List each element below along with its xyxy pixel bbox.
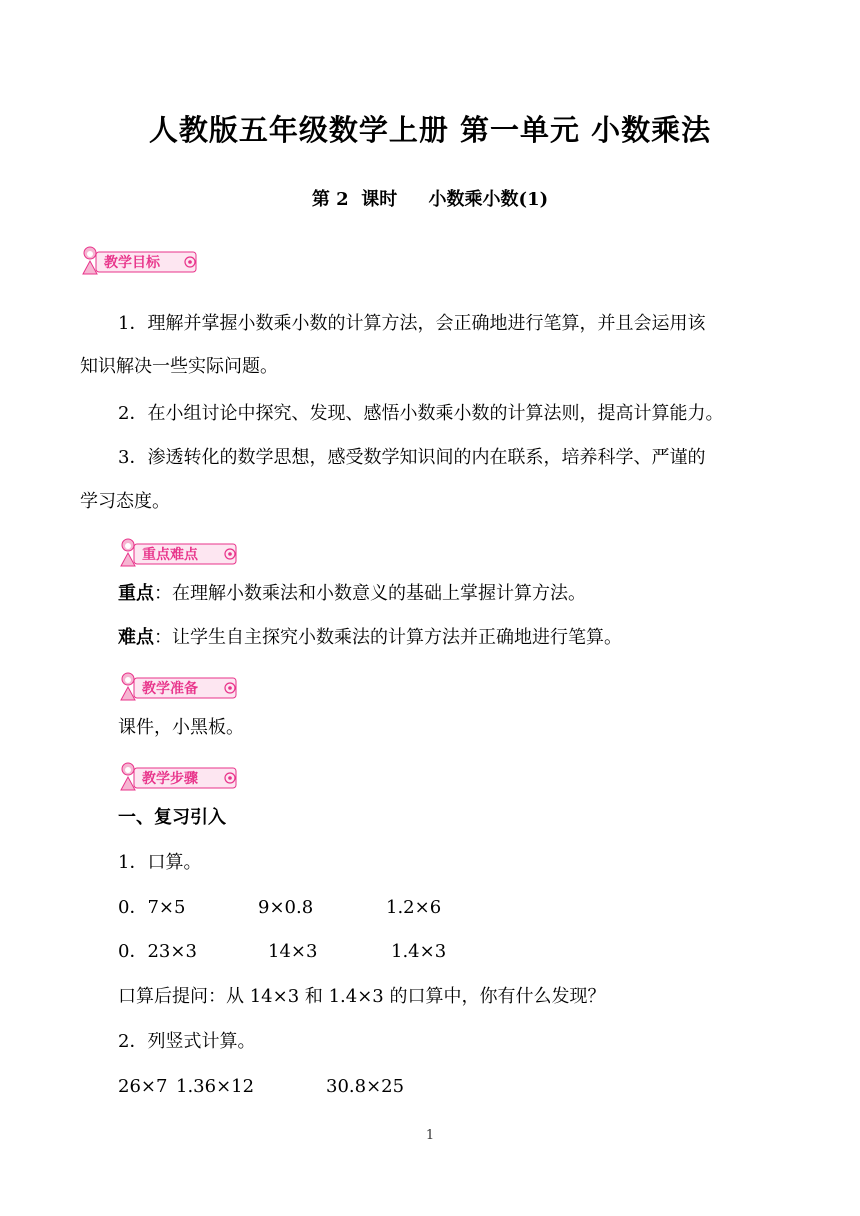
badge-label: 教学目标 xyxy=(104,255,160,271)
preparation-badge xyxy=(118,670,242,702)
girl-reading-icon xyxy=(80,244,202,278)
step-2: 2．列竖式计算。 xyxy=(118,1031,256,1052)
objective-1-line-2: 知识解决一些实际问题。 xyxy=(80,356,278,377)
key-points-badge xyxy=(118,536,242,568)
steps-badge xyxy=(118,760,242,792)
badge-label: 教学准备 xyxy=(142,681,198,697)
oral-question: 口算后提问：从 14×3 和 1.4×3 的口算中，你有什么发现？ xyxy=(118,986,606,1007)
girl-clock-icon xyxy=(118,760,242,794)
preparation-text: 课件，小黑板。 xyxy=(118,717,244,738)
vertical-calc-row: 26×7 1.36×12 30.8×25 xyxy=(118,1076,405,1097)
difficulty-line: 难点：让学生自主探究小数乘法的计算方法并正确地进行笔算。 xyxy=(118,627,622,648)
page-number: 1 xyxy=(425,1128,435,1143)
document-title: 人教版五年级数学上册 第一单元 小数乘法 xyxy=(148,113,712,147)
badge-label: 教学步骤 xyxy=(142,771,198,787)
step-1: 1．口算。 xyxy=(118,852,202,873)
objective-1-line-1: 1．理解并掌握小数乘小数的计算方法，会正确地进行笔算，并且会运用该 xyxy=(118,313,706,334)
objective-3-line-1: 3．渗透转化的数学思想，感受数学知识间的内在联系，培养科学、严谨的 xyxy=(118,447,706,468)
oral-row-2: 0．23×3 14×3 1.4×3 xyxy=(118,941,447,962)
girl-icon xyxy=(118,536,242,570)
lesson-subtitle: 第 2 课时 小数乘小数(1) xyxy=(311,189,549,210)
badge-label: 重点难点 xyxy=(142,547,198,563)
section-heading: 一、复习引入 xyxy=(118,807,226,828)
objective-2: 2．在小组讨论中探究、发现、感悟小数乘小数的计算法则，提高计算能力。 xyxy=(118,403,724,424)
objectives-badge xyxy=(80,244,202,276)
chef-boy-icon xyxy=(118,670,242,704)
oral-row-1: 0．7×5 9×0.8 1.2×6 xyxy=(118,897,442,918)
focus-line: 重点：在理解小数乘法和小数意义的基础上掌握计算方法。 xyxy=(118,583,586,604)
objective-3-line-2: 学习态度。 xyxy=(80,491,170,512)
